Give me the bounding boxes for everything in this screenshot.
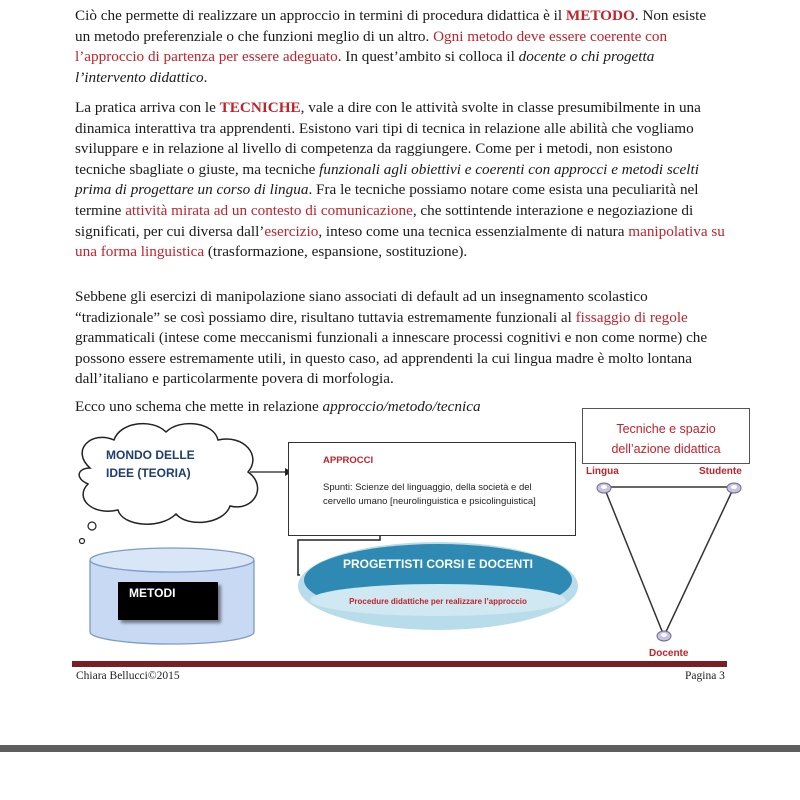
metodi-label: METODI — [129, 586, 176, 600]
vertex-node-lingua — [597, 483, 611, 493]
triangle-edge — [604, 487, 664, 636]
footer-page-number: Pagina 3 — [685, 670, 725, 682]
approcci-title: APPROCCI — [323, 455, 374, 466]
text-run: . — [203, 68, 208, 86]
approcci-text: Spunti: Scienze del linguaggio, della società e del cervello umano [neurolinguistica e psicolinguistica] — [323, 482, 536, 507]
footer-rule — [72, 661, 727, 667]
cloud-label-line: IDEE (TEORIA) — [106, 466, 191, 480]
metodi-box — [118, 582, 218, 620]
text-run: , vale a dire con le attività svolte in classe presumibilmente in una dinamica interattiva tra apprendenti. Esistono vari tipi di tecnica in relazione alle abilità che vogliamo sviluppare e in relazione al livello di competenza da raggiungere. Come per i metodi, non esistono tecniche sbagliate o giuste, ma tecniche — [75, 99, 701, 178]
highlight-text: fissaggio di regole — [575, 308, 688, 326]
progettisti-title: PROGETTISTI CORSI E DOCENTI — [342, 557, 533, 571]
text-run: Ecco uno schema che mette in relazione — [75, 398, 323, 415]
highlight-text: manipolativa su una forma linguistica — [75, 222, 725, 261]
text-run: . Fra le tecniche possiamo notare come esista una peculiarità nel termine — [75, 181, 699, 219]
text-run: , che sottintende interazione e negoziazione di significati, per cui diversa dall’ — [75, 201, 694, 240]
highlight-text: esercizio — [264, 222, 319, 240]
italic-text: docente o chi progetta l’intervento didattico — [75, 48, 655, 86]
text-run: Sebbene gli esercizi di manipolazione siano associati di default ad un insegnamento scolastico “tradizionale” se così possiamo dire, risultano tuttavia estremamente funzionali al — [75, 288, 648, 326]
triangle-edge — [664, 487, 734, 636]
approcci-box — [288, 442, 576, 536]
text-run: . Non esiste un metodo preferenziale o che funzioni meglio di un altro. — [75, 7, 707, 45]
tecniche-title — [583, 419, 749, 459]
footer-author: Chiara Bellucci©2015 — [76, 670, 180, 682]
text-run: , inteso come una tecnica essenzialmente di natura — [318, 222, 629, 240]
vertex-node-docente — [657, 631, 671, 641]
tecniche-box — [582, 408, 750, 464]
vertex-label-studente: Studente — [699, 466, 742, 477]
cloud-bubble-tiny — [80, 539, 85, 544]
italic-text: funzionali agli obiettivi e coerenti con approcci e metodi scelti prima di progettare un corso di lingua — [75, 160, 699, 199]
keyword-metodo: METODO — [565, 7, 635, 24]
highlight-text: Ogni metodo deve essere coerente con l’approccio di partenza per essere adeguato — [75, 27, 668, 66]
cloud-bubble-small — [88, 522, 96, 530]
text-run: grammaticali (intese come meccanismi funzionali a innescare processi cognitivi e non come norme) che possono essere estremamente utili, in questo caso, ad apprendenti la cui lingua madre è molto lontana dall’italiano e particolarmente povera di morfologia. — [75, 329, 708, 388]
text-run: (trasformazione, espansione, sostituzione). — [204, 243, 468, 261]
italic-text: approccio/metodo/tecnica — [322, 398, 481, 415]
progettisti-subtitle: Procedure didattiche per realizzare l’approccio — [349, 597, 527, 606]
cloud-label-line: MONDO DELLE — [106, 448, 195, 462]
tecniche-title-line: dell’azione didattica — [611, 442, 721, 456]
text-run: . In quest’ambito si colloca il — [337, 48, 519, 66]
keyword-tecniche: TECNICHE — [219, 99, 301, 116]
text-run: Ciò che permette di realizzare un approccio in termini di procedura didattica è il — [75, 7, 566, 24]
vertex-label-docente: Docente — [649, 648, 689, 659]
vertex-label-lingua: Lingua — [586, 466, 619, 477]
tecniche-title-line: Tecniche e spazio — [616, 422, 716, 436]
cloud-label — [106, 446, 226, 482]
page-separator — [0, 745, 800, 752]
vertex-node-studente — [727, 483, 741, 493]
text-run: La pratica arriva con le — [75, 99, 220, 116]
highlight-text: attività mirata ad un contesto di comunicazione — [125, 201, 413, 219]
